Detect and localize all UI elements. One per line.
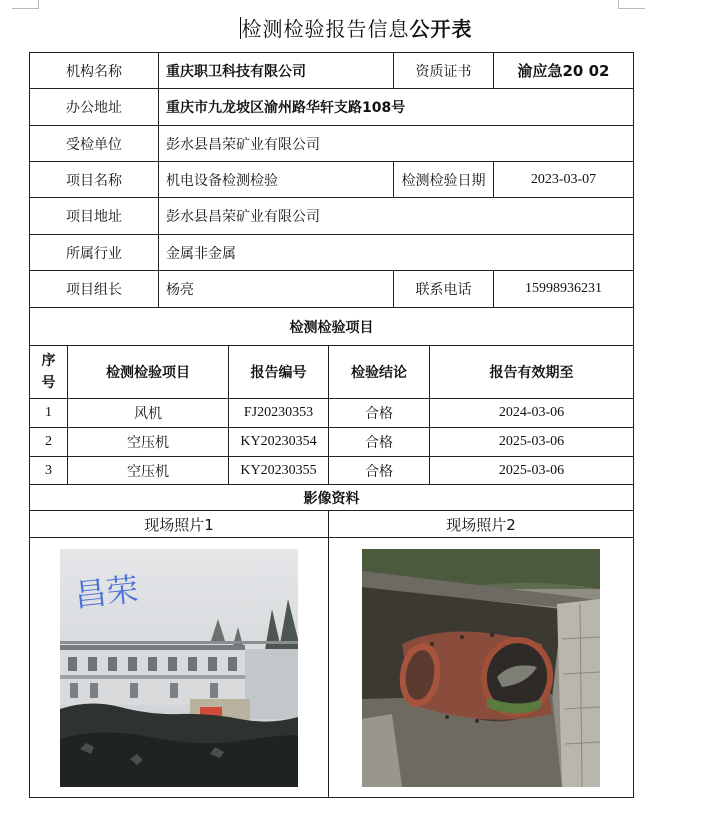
phone-value: 15998936231	[494, 271, 634, 308]
project-name-label: 项目名称	[30, 162, 159, 198]
row-report-no: KY20230355	[229, 457, 329, 485]
header-conclusion: 检验结论	[329, 346, 430, 399]
photo1-label: 现场照片1	[30, 511, 329, 538]
address-value: 重庆市九龙坡区渝州路华轩支路108号	[159, 89, 634, 126]
header-seq	[30, 346, 68, 399]
row-item: 风机	[68, 399, 229, 428]
table-row	[30, 399, 634, 428]
row-images-section-title	[30, 485, 634, 511]
photo1-cell	[30, 538, 329, 798]
header-valid-until: 报告有效期至	[430, 346, 634, 399]
row-report-no: KY20230354	[229, 428, 329, 457]
table-row	[30, 457, 634, 485]
row-valid-until: 2024-03-06	[430, 399, 634, 428]
page-corner-mark-left	[12, 0, 39, 9]
row-inspected-unit	[30, 126, 634, 162]
header-seq-bottom: 号	[41, 375, 56, 391]
row-items-section-title	[30, 308, 634, 346]
row-report-no: FJ20230353	[229, 399, 329, 428]
images-section-title: 影像资料	[30, 485, 634, 511]
project-address-label: 项目地址	[30, 198, 159, 235]
site-photo-2	[362, 549, 600, 787]
industry-value: 金属非金属	[159, 235, 634, 271]
industry-label: 所属行业	[30, 235, 159, 271]
org-name-label: 机构名称	[30, 53, 159, 89]
row-project-name	[30, 162, 634, 198]
cert-label: 资质证书	[394, 53, 494, 89]
site-photo-1	[60, 549, 298, 787]
photos-row	[30, 538, 634, 798]
table-row	[30, 428, 634, 457]
row-seq: 2	[30, 428, 68, 457]
project-address-value: 彭水县昌荣矿业有限公司	[159, 198, 634, 235]
org-name-value: 重庆职卫科技有限公司	[159, 53, 394, 89]
row-item: 空压机	[68, 457, 229, 485]
row-org-name	[30, 53, 634, 89]
cert-value: 渝应急20 02	[494, 53, 634, 89]
row-valid-until: 2025-03-06	[430, 428, 634, 457]
document-title-prefix: 检测检验报告信息	[241, 17, 410, 41]
row-seq: 1	[30, 399, 68, 428]
page-corner-mark-right	[618, 0, 645, 9]
row-valid-until: 2025-03-06	[430, 457, 634, 485]
items-header-row	[30, 346, 634, 399]
row-conclusion: 合格	[329, 399, 430, 428]
row-conclusion: 合格	[329, 457, 430, 485]
row-leader	[30, 271, 634, 308]
photo1-handwriting: 昌荣	[72, 569, 141, 615]
report-info-table	[29, 52, 634, 798]
address-label: 办公地址	[30, 89, 159, 126]
row-conclusion: 合格	[329, 428, 430, 457]
row-industry	[30, 235, 634, 271]
document-title-suffix: 公开表	[409, 17, 473, 41]
date-label: 检测检验日期	[394, 162, 494, 198]
inspected-unit-value: 彭水县昌荣矿业有限公司	[159, 126, 634, 162]
items-section-title: 检测检验项目	[30, 308, 634, 346]
header-report-no: 报告编号	[229, 346, 329, 399]
header-item: 检测检验项目	[68, 346, 229, 399]
row-seq: 3	[30, 457, 68, 485]
photo-labels-row	[30, 511, 634, 538]
row-project-address	[30, 198, 634, 235]
row-item: 空压机	[68, 428, 229, 457]
photo2-cell	[329, 538, 634, 798]
leader-label: 项目组长	[30, 271, 159, 308]
row-address	[30, 89, 634, 126]
phone-label: 联系电话	[394, 271, 494, 308]
project-name-value: 机电设备检测检验	[159, 162, 394, 198]
photo2-label: 现场照片2	[329, 511, 634, 538]
inspected-unit-label: 受检单位	[30, 126, 159, 162]
text-cursor	[240, 17, 241, 39]
leader-value: 杨亮	[159, 271, 394, 308]
header-seq-top: 序	[41, 353, 56, 369]
date-value: 2023-03-07	[494, 162, 634, 198]
document-title	[0, 15, 712, 43]
